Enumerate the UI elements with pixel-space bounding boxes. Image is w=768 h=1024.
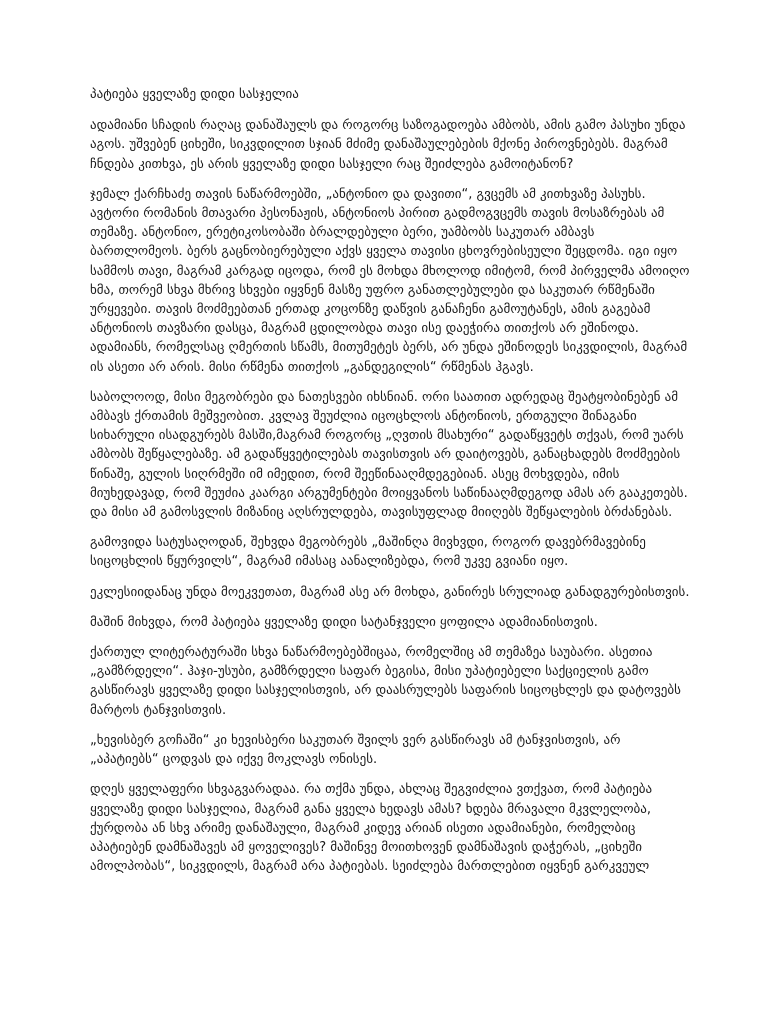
paragraph-release: გამოვიდა სატუსაღოდან, შეხვდა მეგობრებს „მაშინღა მივხვდი, როგორ დავებრმავებინე სიცოცხლის წყურვილს“, მაგრამ იმასაც აანალიზებდა, რომ უკვე გვიანი იყო. (90, 535, 646, 570)
document-page (90, 85, 690, 1024)
paragraph-church: ეკლესიიდანაც უნდა მოეკვეთათ, მაგრამ ასე არ მოხდა, განირეს სრულიად განადგურებისთვის. (90, 584, 690, 600)
paragraph-antonio: ჯემალ ქარჩხაძე თავის ნაწარმოებში, „ანტონიო და დავითი“, გვცემს ამ კითხვაზე პასუხს. ავტორი რომანის მთავარი პესონაჟის, ანტონიოს პირით გადმოგვცემს თავის მოსაზრებას ამ თემაზე. ანტონიო, ერეტიკოსობაში ბრალდებული ბერი, უამბობს საკუთარ ამბავს ბართლომეოს. ბერს გაცნობიერებული აქვს ყველა თავისი ცხოვრებისეული შეცდომა. იგი იყო სამმოს თავი, მაგრამ კარგად იცოდა, რომ ეს მოხდა მხოლოდ იმიტომ, რომ პირველმა ამოიღო ხმა, თორემ სხვა მხრივ სხვები იყვნენ მასზე უფრო განათლებულები და საკუთარ რწმენაში ურყევები. თავის მოძმეებთან ერთად კოცონზე დაწვის განაჩენი გამოუტანეს, ამის გაგებამ ანტონიოს თავზარი დასცა, მაგრამ ცდილობდა თავი ისე დაეჭირა თითქოს არ ეშინოდა. ადამიანს, რომელსაც ღმერთის სწამს, მითუმეტეს ბერს, არ უნდა ეშინოდეს სიკვდილის, მაგრამ ის ასეთი არ არის. მისი რწმენა თითქოს „განდეგილის“ რწმენას ჰგავს. (90, 186, 690, 375)
paragraph-realization: მაშინ მიხვდა, რომ პატიება ყველაზე დიდი სატანჯველი ყოფილა ადამიანისთვის. (90, 614, 598, 630)
paragraph-intro: ადამიანი სჩადის რაღაც დანაშაულს და როგორც საზოგადოება ამბობს, ამის გამო პასუხი უნდა აგოს. უშვებენ ციხეში, სიკვდილით სჯიან მძიმე დანაშაულებების მქონე პიროვნებებს. მაგრამ ჩნდება კითხვა, ეს არის ყველაზე დიდი სასჯელი რაც შეიძლება გამოიტანონ? (90, 118, 686, 172)
paragraph-gocha: „ხევისბერ გოჩაში“ კი ხევისბერი საკუთარ შვილს ვერ გასწირავს ამ ტანჯვისთვის, არ „აპატიებს“ ცოდვას და იქვე მოკლავს ონისეს. (90, 732, 621, 768)
paragraph-gamzrdeli: ქართულ ლიტერატურაში სხვა ნაწარმოებებშიცაა, რომელშიც ამ თემაზეა საუბარი. ასეთია „გამზრდელი“. ჰაჯი-უსუბი, გამზრდელი საფარ ბეგისა, მისი უპატიებელი საქციელის გამო გასწირავს ყველაზე დიდი სასჯელისთვის, არ დაასრულებს საფარის სიცოცხლეს და დატოვებს მარტოს ტანჯვისთვის. (90, 645, 681, 718)
paragraph-rescue: საბოლოოდ, მისი მეგობრები და ნათესვები იხსნიან. ორი საათით ადრედაც შეატყობინებენ ამ ამბავს ქრთამის მეშვეობით. კვლავ შეუძლია იცოცხლოს ანტონიოს, ერთგული შინაგანი სიხარული ისადგურებს მასში,მაგრამ როგორც „ღვთის მსახური“ გადაწყვეტს თქვას, რომ უარს ამბობს შეწყალებაზე. ამ გადაწყვეტილებას თავისთვის არ დაიტოვებს, განაცხადებს მოძმეების წინაშე, გულის სიღრმეში იმ იმედით, რომ შეეწინააღმდეგებიან. ასეც მოხვდება, იმის მიუხედავად, რომ შეუძია კაარგი არგუმენტები მოიყვანოს საწინააღმდეგოდ ამას არ გააკეთებს. და მისი ამ გამოსვლის მიზანიც აღსრულდება, თავისუფლად მიიღებს შეწყალების ბრძანებას. (90, 389, 688, 521)
paragraph-today: დღეს ყველაფერი სხვაგვარადაა. რა თქმა უნდა, ახლაც შეგვიძლია ვთქვათ, რომ პატიება ყველაზე დიდი სასჯელია, მაგრამ განა ყველა ხედავს ამას? ხდება მრავალი მკვლელობა, ქურდობა ან სხვ არიმე დანაშაული, მაგრამ კიდევ არიან ისეთი ადამიანები, რომელბიც აპატიებენ დამნაშავეს ამ ყოველივეს? მაშინვე მოითხოვენ დამნაშავის დაჭერას, „ციხეში ამოლპობას“, სიკვდილს, მაგრამ არა პატიებას. სეიძლება მართლებით იყვნენ გარკვეულ (90, 782, 653, 875)
document-title: პატიება ყველაზე დიდი სასჯელია (90, 87, 299, 102)
